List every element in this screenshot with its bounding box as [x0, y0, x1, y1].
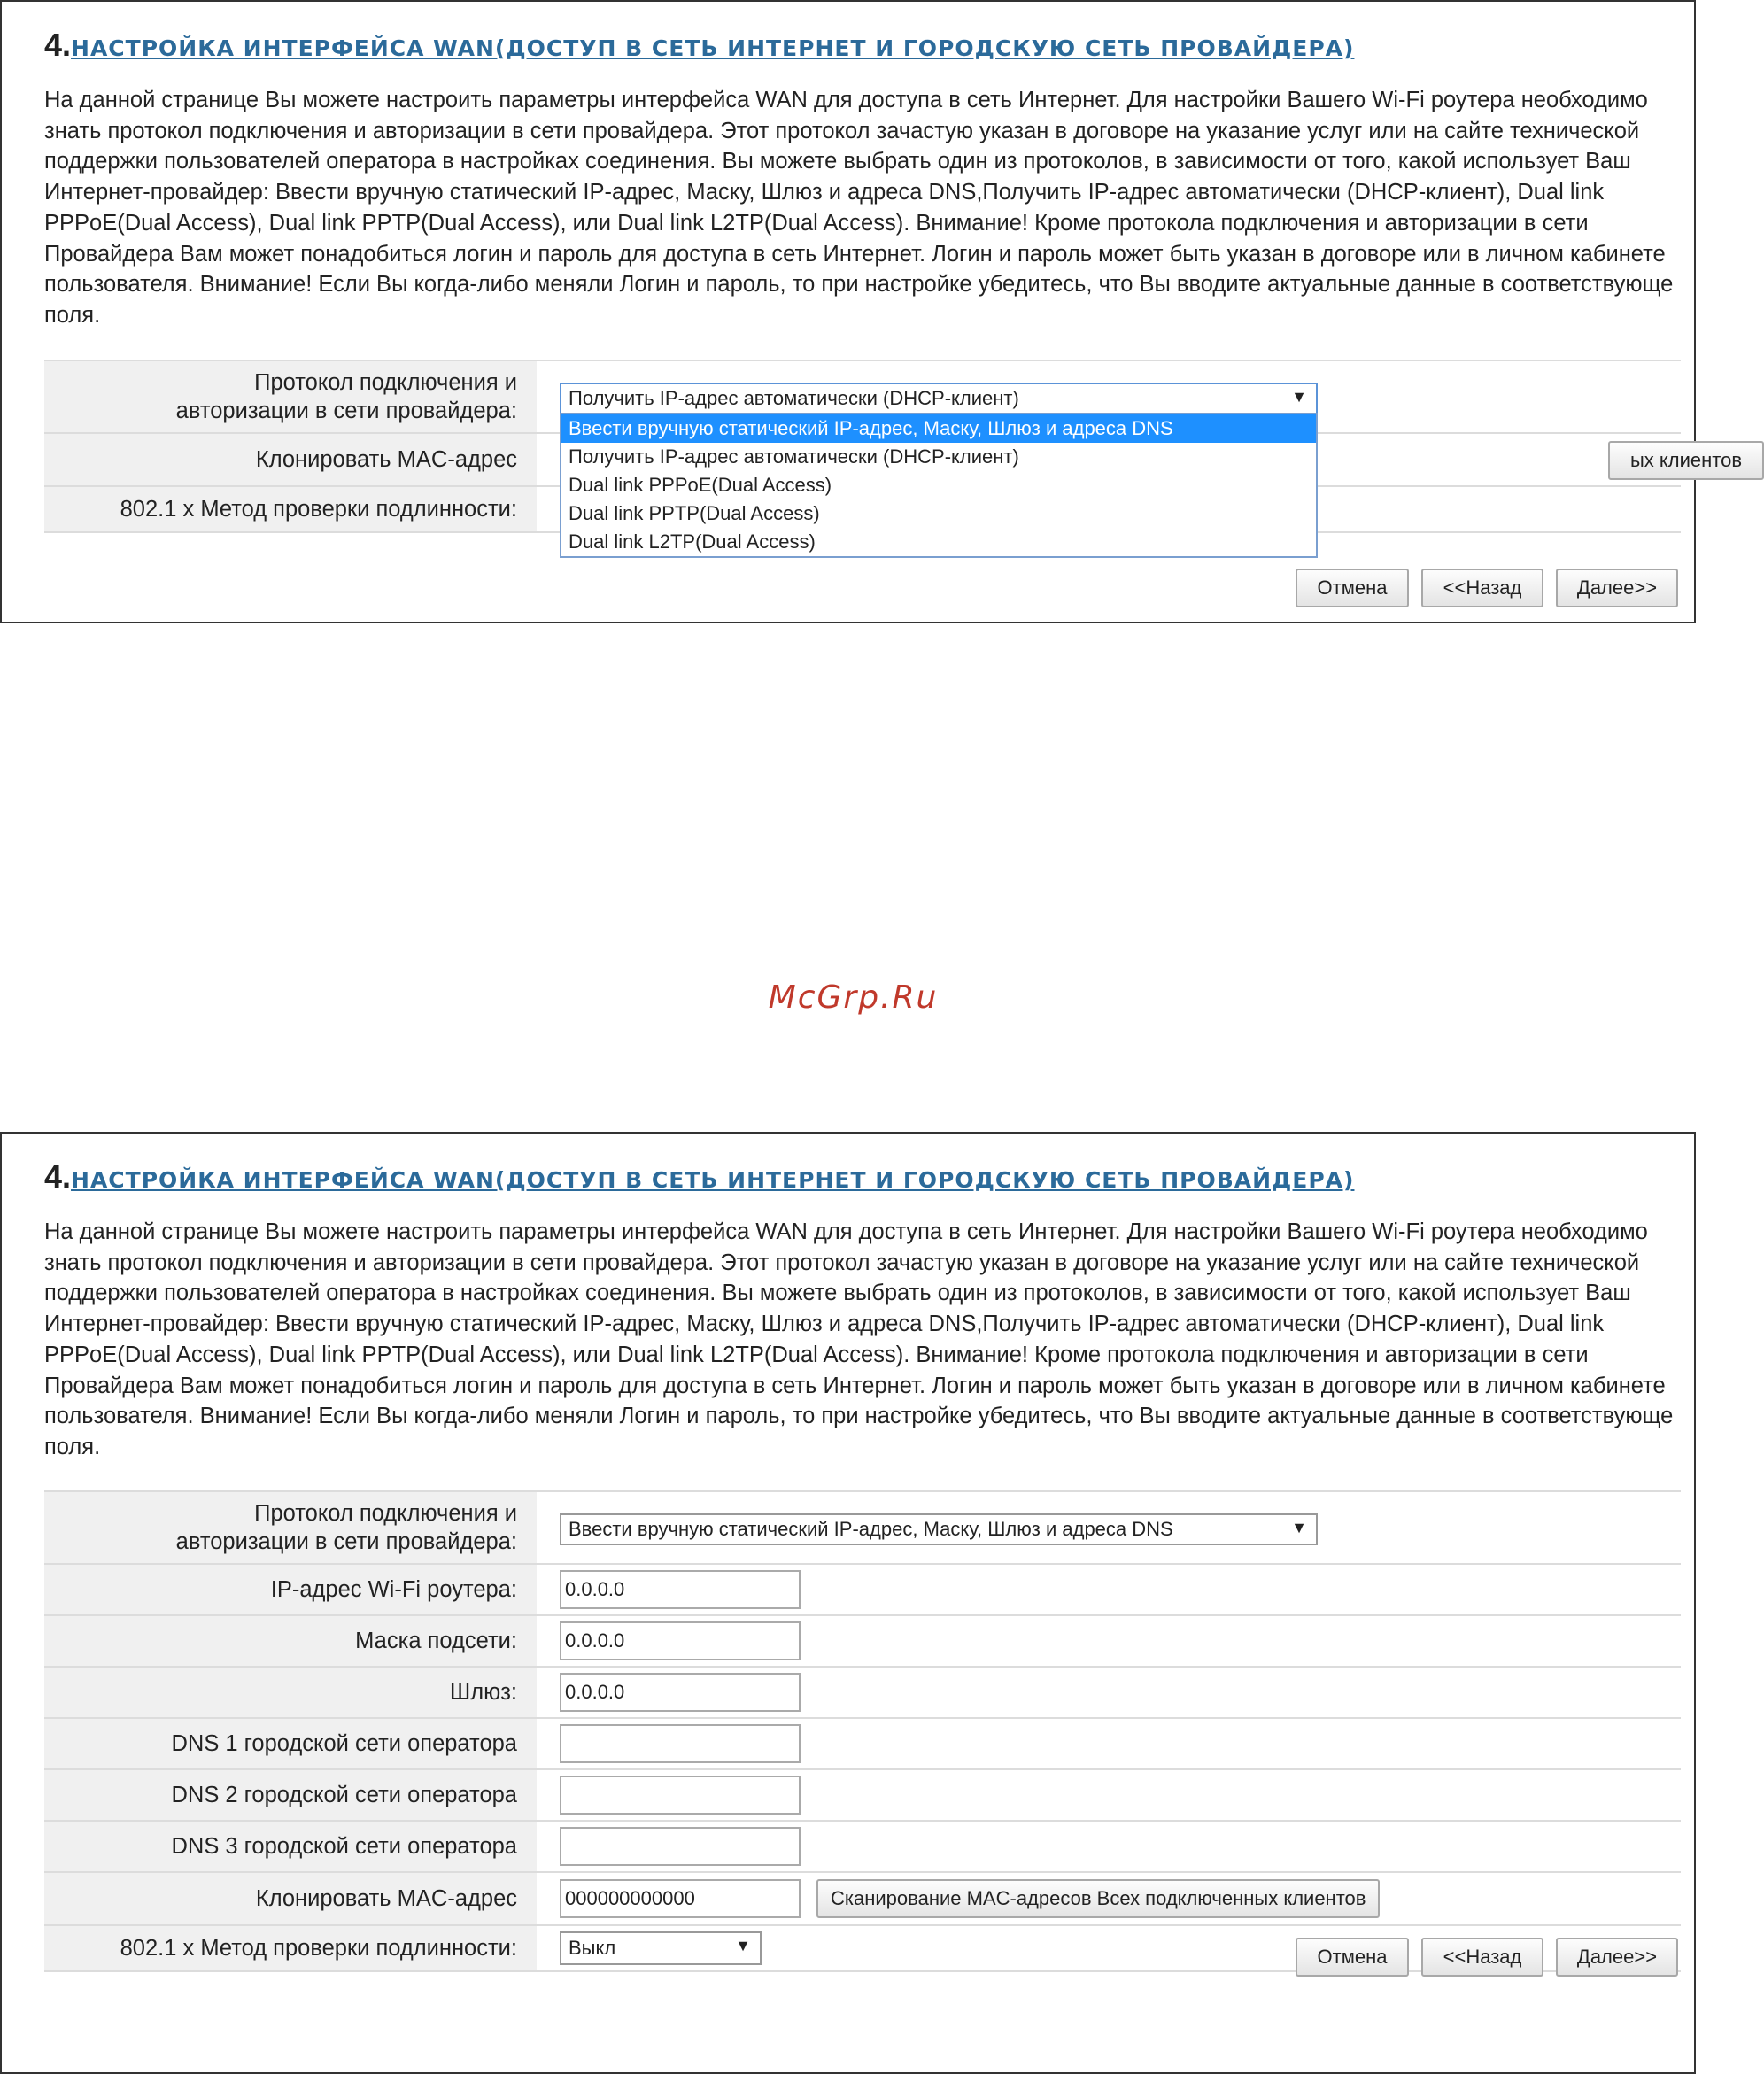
watermark-logo: McGrp.Ru [768, 979, 939, 1016]
protocol-select[interactable] [560, 383, 1318, 414]
form-row-ip [44, 1563, 1681, 1614]
ip-value-cell [537, 1565, 1681, 1614]
chevron-down-icon: ▼ [1291, 388, 1307, 406]
protocol-label-line1: Протокол подключения и [254, 370, 517, 395]
section-title [44, 27, 1354, 64]
auth-label: 802.1 x Метод проверки подлинности: [44, 1926, 537, 1970]
protocol-label-line2: авторизации в сети провайдера: [175, 399, 517, 423]
dns3-input[interactable] [560, 1827, 801, 1866]
gateway-label: Шлюз: [44, 1668, 537, 1717]
protocol-label-line2: авторизации в сети провайдера: [175, 1529, 517, 1554]
dns2-value-cell [537, 1770, 1681, 1820]
protocol-select-value: Ввести вручную статический IP-адрес, Маску, Шлюз и адреса DNS [569, 1518, 1173, 1540]
form-row-gateway [44, 1666, 1681, 1717]
dropdown-option-pptp[interactable]: Dual link PPTP(Dual Access) [569, 502, 820, 524]
section-title-text: НАСТРОЙКА ИНТЕРФЕЙСА WAN(ДОСТУП В СЕТЬ ИНТЕРНЕТ И ГОРОДСКУЮ СЕТЬ ПРОВАЙДЕРА) [71, 1167, 1355, 1193]
scan-mac-button[interactable]: Сканирование MAC-адресов Всех подключенных клиентов [816, 1879, 1380, 1918]
protocol-label [44, 361, 537, 432]
section-description: На данной странице Вы можете настроить параметры интерфейса WAN для доступа в сеть Интернет. Для настройки Вашего Wi-Fi роутера необходимо знать протокол подключения и авторизации в сети провайдера. Этот протокол зачастую указан в договоре на указание услуг или на сайте технической поддержки пользователей оператора в настройках соединения. Вы можете выбрать один из протоколов, в зависимости от того, какой использует Ваш Интернет-провайдер: Ввести вручную статический IP-адрес, Маску, Шлюз и адреса DNS,Получить IP-адрес автоматически (DHCP-клиент), Dual link PPPoE(Dual Access), Dual link PPTP(Dual Access), или Dual link L2TP(Dual Access). Внимание! Кроме протокола подключения и авторизации в сети Провайдера Вам может понадобиться логин и пароль для доступа в сеть Интернет. Логин и пароль может быть указан в договоре или в личном кабинете пользователя. Внимание! Если Вы когда-либо меняли Логин и пароль, то при настройке убедитесь, что Вы вводите актуальные данные в соответствующе поля. [44, 88, 1674, 328]
protocol-label-line1: Протокол подключения и [254, 1501, 517, 1526]
dns1-label: DNS 1 городской сети оператора [44, 1719, 537, 1768]
navigation-buttons [1296, 569, 1678, 607]
navigation-buttons [1296, 1938, 1678, 1977]
chevron-down-icon: ▼ [1291, 1519, 1307, 1536]
mac-value-cell [537, 1873, 1681, 1924]
mask-value-cell [537, 1616, 1681, 1666]
form-row-mac [44, 1871, 1681, 1924]
protocol-value-cell [537, 1492, 1681, 1563]
chevron-down-icon: ▼ [735, 1937, 751, 1954]
dropdown-option-l2tp[interactable]: Dual link L2TP(Dual Access) [569, 530, 816, 553]
protocol-label [44, 1492, 537, 1563]
mac-label: Клонировать MAC-адрес [44, 434, 537, 485]
wan-setup-panel-dropdown-open [0, 0, 1743, 623]
section-number: 4. [44, 1158, 72, 1195]
wan-form [44, 1490, 1681, 1972]
protocol-select-value: Получить IP-адрес автоматически (DHCP-клиент) [569, 387, 1019, 409]
dns3-label: DNS 3 городской сети оператора [44, 1822, 537, 1871]
mask-label: Маска подсети: [44, 1616, 537, 1666]
dns1-value-cell [537, 1719, 1681, 1768]
dns1-input[interactable] [560, 1724, 801, 1763]
dropdown-option-pppoe[interactable]: Dual link PPPoE(Dual Access) [569, 474, 832, 496]
auth-method-value: Выкл [569, 1937, 616, 1959]
gateway-value-cell [537, 1668, 1681, 1717]
gateway-input[interactable]: 0.0.0.0 [560, 1673, 801, 1712]
next-button[interactable]: Далее>> [1556, 569, 1678, 607]
dropdown-option-static[interactable]: Ввести вручную статический IP-адрес, Маску, Шлюз и адреса DNS [561, 414, 1316, 443]
ip-label: IP-адрес Wi-Fi роутера: [44, 1565, 537, 1614]
section-description: На данной странице Вы можете настроить параметры интерфейса WAN для доступа в сеть Интернет. Для настройки Вашего Wi-Fi роутера необходимо знать протокол подключения и авторизации в сети провайдера. Этот протокол зачастую указан в договоре на указание услуг или на сайте технической поддержки пользователей оператора в настройках соединения. Вы можете выбрать один из протоколов, в зависимости от того, какой использует Ваш Интернет-провайдер: Ввести вручную статический IP-адрес, Маску, Шлюз и адреса DNS,Получить IP-адрес автоматически (DHCP-клиент), Dual link PPPoE(Dual Access), Dual link PPTP(Dual Access), или Dual link L2TP(Dual Access). Внимание! Кроме протокола подключения и авторизации в сети Провайдера Вам может понадобиться логин и пароль для доступа в сеть Интернет. Логин и пароль может быть указан в договоре или в личном кабинете пользователя. Внимание! Если Вы когда-либо меняли Логин и пароль, то при настройке убедитесь, что Вы вводите актуальные данные в соответствующе поля. [44, 1219, 1674, 1459]
scan-mac-button[interactable]: ых клиентов [1608, 441, 1764, 480]
form-row-protocol [44, 1490, 1681, 1563]
back-button[interactable]: <<Назад [1421, 569, 1544, 607]
protocol-select[interactable] [560, 1513, 1318, 1545]
protocol-dropdown-list [560, 413, 1318, 558]
section-number: 4. [44, 27, 72, 63]
cancel-button[interactable]: Отмена [1296, 1938, 1409, 1977]
dropdown-option-dhcp[interactable]: Получить IP-адрес автоматически (DHCP-клиент) [569, 445, 1019, 468]
mac-label: Клонировать MAC-адрес [44, 1873, 537, 1924]
section-title [44, 1158, 1354, 1196]
auth-label: 802.1 x Метод проверки подлинности: [44, 487, 537, 531]
cancel-button[interactable]: Отмена [1296, 569, 1409, 607]
form-row-mask [44, 1614, 1681, 1666]
form-row-dns2 [44, 1768, 1681, 1820]
dns2-input[interactable] [560, 1776, 801, 1815]
next-button[interactable]: Далее>> [1556, 1938, 1678, 1977]
subnet-mask-input[interactable]: 0.0.0.0 [560, 1621, 801, 1660]
auth-method-select[interactable] [560, 1931, 762, 1965]
wan-setup-panel-static-ip [0, 1132, 1696, 2074]
section-title-text: НАСТРОЙКА ИНТЕРФЕЙСА WAN(ДОСТУП В СЕТЬ ИНТЕРНЕТ И ГОРОДСКУЮ СЕТЬ ПРОВАЙДЕРА) [71, 35, 1355, 61]
dns3-value-cell [537, 1822, 1681, 1871]
mac-address-input[interactable]: 000000000000 [560, 1879, 801, 1918]
back-button[interactable]: <<Назад [1421, 1938, 1544, 1977]
form-row-dns1 [44, 1717, 1681, 1768]
form-row-dns3 [44, 1820, 1681, 1871]
dns2-label: DNS 2 городской сети оператора [44, 1770, 537, 1820]
ip-address-input[interactable]: 0.0.0.0 [560, 1570, 801, 1609]
